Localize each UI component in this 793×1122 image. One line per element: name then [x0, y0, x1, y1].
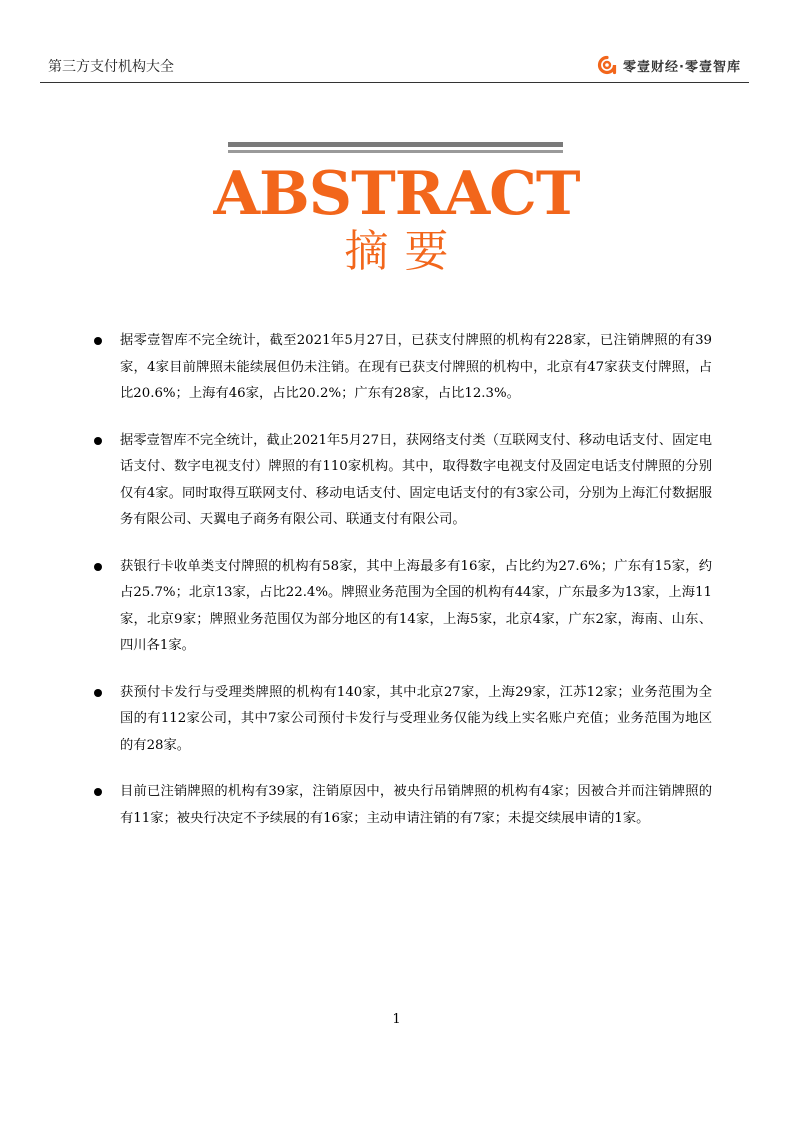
title-decoration-bar	[228, 142, 563, 147]
title-decoration-bar-thin	[228, 150, 563, 153]
summary-item	[92, 779, 712, 832]
summary-item-text: 获预付卡发行与受理类牌照的机构有140家，其中北京27家，上海29家，江苏12家；业务范围为全国的有112家公司，其中7家公司预付卡发行与受理业务仅能为线上实名账户充值；业务范围为地区的有28家。	[120, 684, 712, 753]
abstract-heading: ABSTRACT	[213, 159, 580, 229]
summary-item	[92, 554, 712, 660]
brand	[597, 55, 741, 75]
bullet-dot-icon	[94, 689, 102, 697]
page-number: 1	[392, 1012, 401, 1027]
bullet-dot-icon	[94, 788, 102, 796]
summary-item-text: 目前已注销牌照的机构有39家，注销原因中，被央行吊销牌照的机构有4家；因被合并而注销牌照的有11家；被央行决定不予续展的有16家；主动申请注销的有7家；未提交续展申请的1家。	[120, 784, 712, 826]
abstract-heading-cn: 摘要	[344, 226, 465, 277]
brand-a-logo-icon	[597, 55, 617, 75]
summary-list	[92, 328, 712, 852]
header-divider	[40, 82, 749, 83]
brand-name: 零壹财经·零壹智库	[623, 59, 741, 75]
summary-item	[92, 680, 712, 760]
bullet-dot-icon	[94, 437, 102, 445]
summary-item	[92, 328, 712, 408]
summary-item-text: 据零壹智库不完全统计，截至2021年5月27日，已获支付牌照的机构有228家，已注销牌照的有39家，4家目前牌照未能续展但仍未注销。在现有已获支付牌照的机构中，北京有47家获支付牌照，占比20.6%；上海有46家，占比20.2%；广东有28家，占比12.3%。	[120, 333, 712, 401]
summary-item	[92, 428, 712, 534]
document-title: 第三方支付机构大全	[48, 59, 174, 75]
summary-item-text: 获银行卡收单类支付牌照的机构有58家，其中上海最多有16家，占比约为27.6%；广东有15家，约占25.7%；北京13家，占比22.4%。牌照业务范围为全国的机构有44家，广东最多为13家，上海11家，北京9家；牌照业务范围仅为部分地区的有14家，上海5家，北京4家，广东2家，海南、山东、四川各1家。	[120, 558, 712, 653]
bullet-dot-icon	[94, 337, 102, 345]
summary-item-text: 据零壹智库不完全统计，截止2021年5月27日，获网络支付类（互联网支付、移动电话支付、固定电话支付、数字电视支付）牌照的有110家机构。其中，取得数字电视支付及固定电话支付牌照的分别仅有4家。同时取得互联网支付、移动电话支付、固定电话支付的有3家公司，分别为上海汇付数据服务有限公司、天翼电子商务有限公司、联通支付有限公司。	[120, 432, 712, 527]
bullet-dot-icon	[94, 563, 102, 571]
